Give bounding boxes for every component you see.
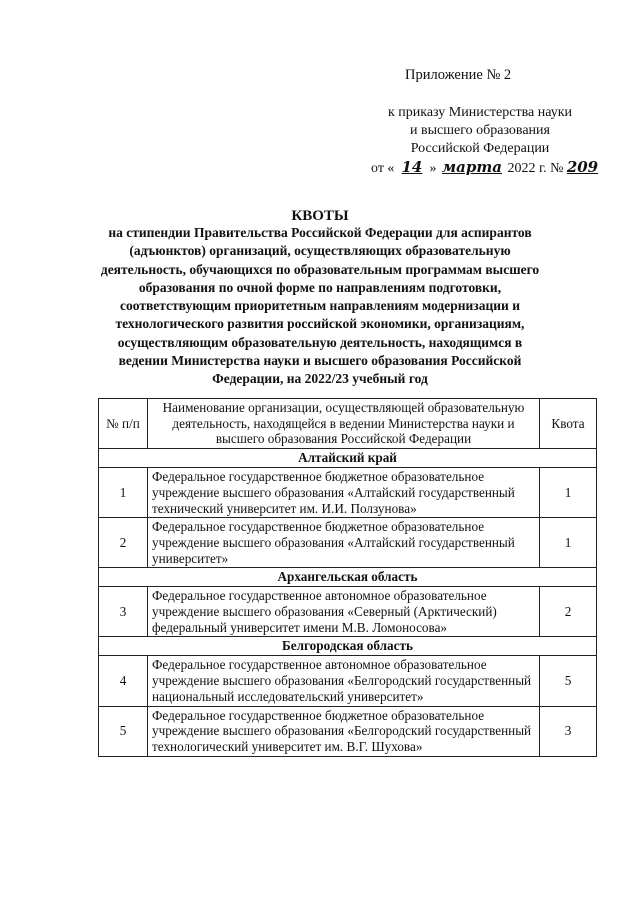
row-quota: 5 bbox=[540, 656, 597, 706]
header-org: Наименование организации, осуществляющей образовательную деятельность, находящейся в ведении Министерства науки и высшего образования Российской Федерации bbox=[148, 399, 540, 449]
row-num: 1 bbox=[99, 468, 148, 518]
order-line-3: Российской Федерации bbox=[410, 141, 550, 156]
header-num: № п/п bbox=[99, 399, 148, 449]
date-day-handwritten: 14 bbox=[401, 158, 423, 176]
table-row bbox=[99, 706, 597, 756]
table-header-row bbox=[99, 399, 597, 449]
region-name: Архангельская область bbox=[99, 568, 597, 587]
row-num: 5 bbox=[99, 706, 148, 756]
row-quota: 1 bbox=[540, 518, 597, 568]
row-quota: 2 bbox=[540, 587, 597, 637]
row-org: Федеральное государственное автономное образовательное учреждение высшего образования «Белгородский государственный национальный исследовательский университет» bbox=[148, 656, 540, 706]
header-quota: Квота bbox=[540, 399, 597, 449]
region-name: Белгородская область bbox=[99, 637, 597, 656]
document-title: КВОТЫ bbox=[291, 208, 349, 224]
quota-table bbox=[98, 398, 597, 757]
table-row bbox=[99, 518, 597, 568]
order-date bbox=[371, 158, 601, 178]
row-org: Федеральное государственное бюджетное образовательное учреждение высшего образования «Алтайский государственный технический университет им. И.И. Ползунова» bbox=[148, 468, 540, 518]
region-row bbox=[99, 568, 597, 587]
date-mid: » bbox=[429, 161, 437, 176]
table-row bbox=[99, 587, 597, 637]
date-month-handwritten: марта bbox=[441, 158, 502, 176]
row-quota: 3 bbox=[540, 706, 597, 756]
appendix-label: Приложение № 2 bbox=[405, 67, 512, 83]
row-num: 4 bbox=[99, 656, 148, 706]
row-quota: 1 bbox=[540, 468, 597, 518]
date-prefix: от « bbox=[371, 161, 395, 176]
order-line-2: и высшего образования bbox=[410, 123, 550, 138]
row-org: Федеральное государственное бюджетное образовательное учреждение высшего образования «Белгородский государственный технологический университет им. В.Г. Шухова» bbox=[148, 706, 540, 756]
row-num: 3 bbox=[99, 587, 148, 637]
row-org: Федеральное государственное бюджетное образовательное учреждение высшего образования «Алтайский государственный университет» bbox=[148, 518, 540, 568]
order-line-1: к приказу Министерства науки bbox=[387, 105, 573, 120]
order-number-handwritten: 209 bbox=[566, 158, 599, 176]
region-name: Алтайский край bbox=[99, 449, 597, 468]
row-org: Федеральное государственное автономное образовательное учреждение высшего образования «Северный (Арктический) федеральный университет имени М.В. Ломоносова» bbox=[148, 587, 540, 637]
row-num: 2 bbox=[99, 518, 148, 568]
order-reference bbox=[360, 104, 600, 158]
document-subtitle: на стипендии Правительства Российской Федерации для аспирантов (адъюнктов) организаций, осуществляющих образовательную деятельность, обучающихся по образовательным программам высшего образования по очной форме по направлениям подготовки, соответствующим приоритетным направлениям модернизации и технологического развития российской экономики, организациям, осуществляющим образовательную деятельность, находящимся в ведении Министерства науки и высшего образования Российской Федерации, на 2022/23 учебный год bbox=[100, 225, 540, 387]
region-row bbox=[99, 637, 597, 656]
date-suffix: 2022 г. № bbox=[507, 161, 564, 176]
table-row bbox=[99, 656, 597, 706]
region-row bbox=[99, 449, 597, 468]
table-row bbox=[99, 468, 597, 518]
